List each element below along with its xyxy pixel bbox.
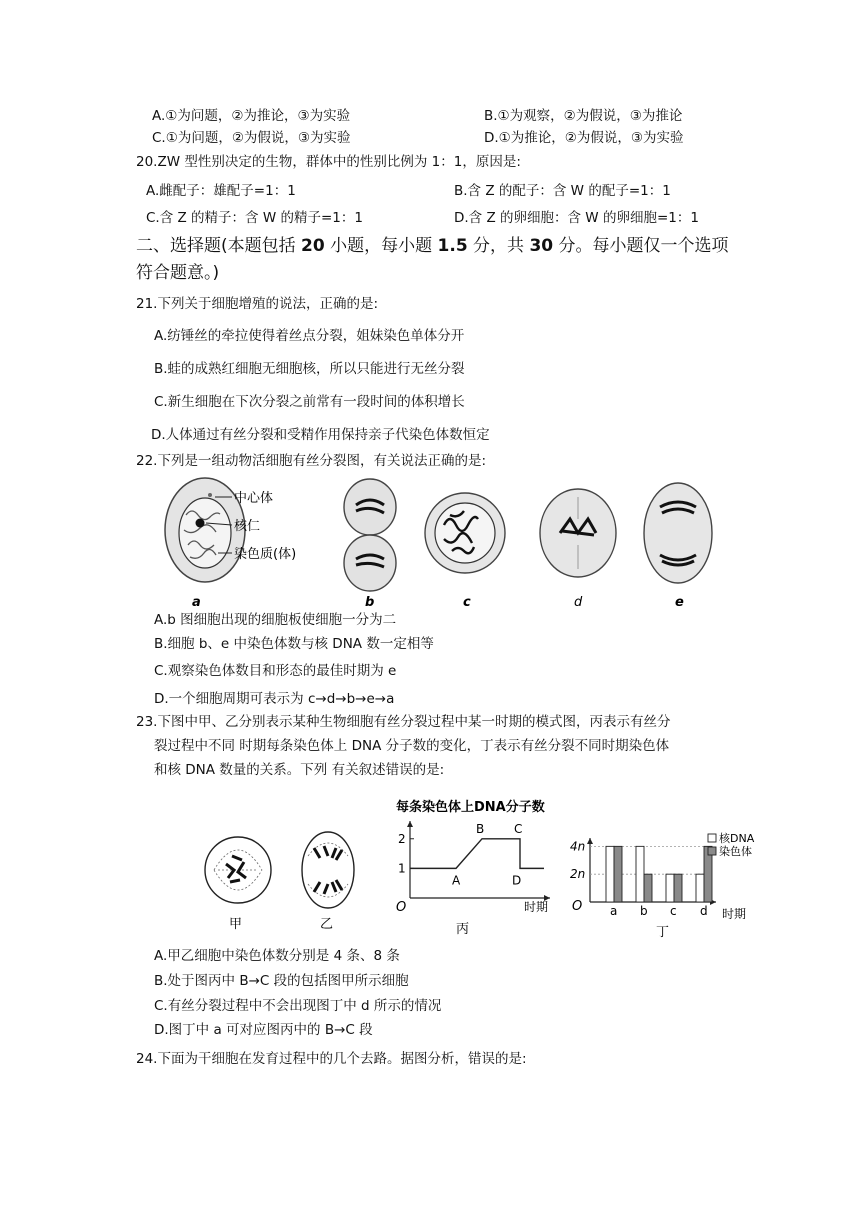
section-heading-line2: 符合题意。) <box>136 263 220 283</box>
cell-jia <box>205 837 271 903</box>
chart-ding-bar <box>636 846 644 902</box>
q23-option-b: B.处于图丙中 B→C 段的包括图甲所示细胞 <box>154 973 409 989</box>
chart-bing-y-arrow <box>407 821 413 827</box>
q20-option-b: B.含 Z 的配子：含 W 的配子=1：1 <box>454 183 671 199</box>
cell-e <box>644 483 712 583</box>
cell-c <box>425 493 505 573</box>
q19-option-b: B.①为观察，②为假说，③为推论 <box>484 108 683 124</box>
chart-bing-origin: O <box>396 900 407 915</box>
q20-stem: 20.ZW 型性别决定的生物，群体中的性别比例为 1：1，原因是: <box>136 154 521 170</box>
label-chromatin: 染色质(体) <box>234 547 297 562</box>
q23-option-c: C.有丝分裂过程中不会出现图丁中 d 所示的情况 <box>154 998 442 1014</box>
chart-ding-category: c <box>670 904 677 918</box>
q22-option-c: C.观察染色体数目和形态的最佳时期为 e <box>154 663 397 679</box>
cell-letter-c: c <box>463 595 471 610</box>
q20-option-a: A.雌配子：雄配子=1：1 <box>146 183 296 199</box>
q23-option-d: D.图丁中 a 可对应图丙中的 B→C 段 <box>154 1022 373 1038</box>
label-jia: 甲 <box>229 917 243 932</box>
chart-ding-origin: O <box>572 899 583 914</box>
q22-option-d: D.一个细胞周期可表示为 c→d→b→e→a <box>154 691 395 707</box>
cell-b <box>344 479 396 591</box>
q24-stem: 24.下面为干细胞在发育过程中的几个去路。据图分析，错误的是: <box>136 1051 527 1067</box>
chart-ding-legend-swatch <box>708 847 716 855</box>
chart-ding-bar <box>674 874 682 902</box>
cell-yi <box>302 832 354 908</box>
chart-ding-legend-label: 染色体 <box>719 845 752 858</box>
chart-bing-ytick: 2 <box>398 831 406 846</box>
q21-stem: 21.下列关于细胞增殖的说法，正确的是: <box>136 296 379 312</box>
chart-ding-xlabel: 时期 <box>722 907 747 921</box>
q22-option-b: B.细胞 b、e 中染色体数与核 DNA 数一定相等 <box>154 636 434 652</box>
q19-option-a: A.①为问题，②为推论，③为实验 <box>152 108 351 124</box>
section-heading: 二、选择题(本题包括 20 小题，每小题 1.5 分，共 30 分。每小题仅一个选项 <box>136 236 729 256</box>
chart-ding-legend-swatch <box>708 834 716 842</box>
chart-bing-ytick: 1 <box>398 861 406 876</box>
q21-option-d: D.人体通过有丝分裂和受精作用保持亲子代染色体数恒定 <box>151 427 490 443</box>
chart-ding-y-arrow <box>587 838 593 844</box>
cell-letter-e: e <box>675 595 684 610</box>
chart-ding-bar <box>606 846 614 902</box>
q23-stem-line1: 23.下图中甲、乙分别表示某种生物细胞有丝分裂过程中某一时期的模式图，丙表示有丝分 <box>136 714 671 730</box>
q20-option-c: C.含 Z 的精子：含 W 的精子=1：1 <box>146 210 363 226</box>
chart-bing-point-label: A <box>452 873 461 888</box>
q23-option-a: A.甲乙细胞中染色体数分别是 4 条、8 条 <box>154 948 400 964</box>
cell-letter-a: a <box>192 595 201 610</box>
chart-bing-point-label: B <box>476 821 485 836</box>
cell-a <box>165 478 245 582</box>
label-yi: 乙 <box>320 917 334 932</box>
chart-bing-point-label: D <box>512 873 522 888</box>
chart-bing-xlabel: 时期 <box>524 900 549 914</box>
chart-ding-bar <box>644 874 652 902</box>
q22-option-a: A.b 图细胞出现的细胞板使细胞一分为二 <box>154 612 397 628</box>
q23-stem-line2: 裂过程中不同 时期每条染色体上 DNA 分子数的变化，丁表示有丝分裂不同时期染色体 <box>154 738 670 754</box>
chart-ding-legend-label: 核DNA <box>719 832 755 845</box>
chart-ding-category: a <box>610 904 618 918</box>
chart-bing-title: 每条染色体上DNA分子数 <box>396 800 545 815</box>
chart-ding-bar <box>614 846 622 902</box>
q22-stem: 22.下列是一组动物活细胞有丝分裂图，有关说法正确的是: <box>136 453 487 469</box>
q21-option-b: B.蛙的成熟红细胞无细胞核，所以只能进行无丝分裂 <box>154 361 465 377</box>
q19-option-d: D.①为推论，②为假说，③为实验 <box>484 130 684 146</box>
chart-ding-bar <box>696 874 704 902</box>
cell-letter-b: b <box>365 595 375 610</box>
q19-option-c: C.①为问题，②为假说，③为实验 <box>152 130 351 146</box>
chart-ding-ytick: 2n <box>570 867 586 882</box>
cell-d <box>540 489 616 577</box>
q23-stem-line3: 和核 DNA 数量的关系。下列 有关叙述错误的是: <box>154 762 445 778</box>
chart-bing-point-label: C <box>514 821 523 836</box>
chart-bing-caption: 丙 <box>456 922 470 937</box>
cell-diagrams-jia-yi <box>196 826 376 938</box>
mitosis-cells-figure <box>160 475 720 615</box>
chart-ding-category: b <box>640 904 648 918</box>
chromosome-dna-bar-chart <box>566 830 766 940</box>
q21-option-a: A.纺锤丝的牵拉使得着丝点分裂，姐妹染色单体分开 <box>154 328 465 344</box>
chart-ding-bar <box>666 874 674 902</box>
chart-ding-category: d <box>700 904 708 918</box>
label-centrosome: 中心体 <box>234 491 274 506</box>
cell-letter-d: d <box>574 595 583 610</box>
chart-ding-ytick: 4n <box>570 839 586 854</box>
chart-ding-caption: 丁 <box>656 925 670 940</box>
label-nucleolus: 核仁 <box>234 519 261 534</box>
chart-bing-series-line <box>410 839 544 869</box>
q21-option-c: C.新生细胞在下次分裂之前常有一段时间的体积增长 <box>154 394 465 410</box>
q20-option-d: D.含 Z 的卵细胞：含 W 的卵细胞=1：1 <box>454 210 699 226</box>
dna-per-chromosome-line-chart <box>390 793 560 943</box>
